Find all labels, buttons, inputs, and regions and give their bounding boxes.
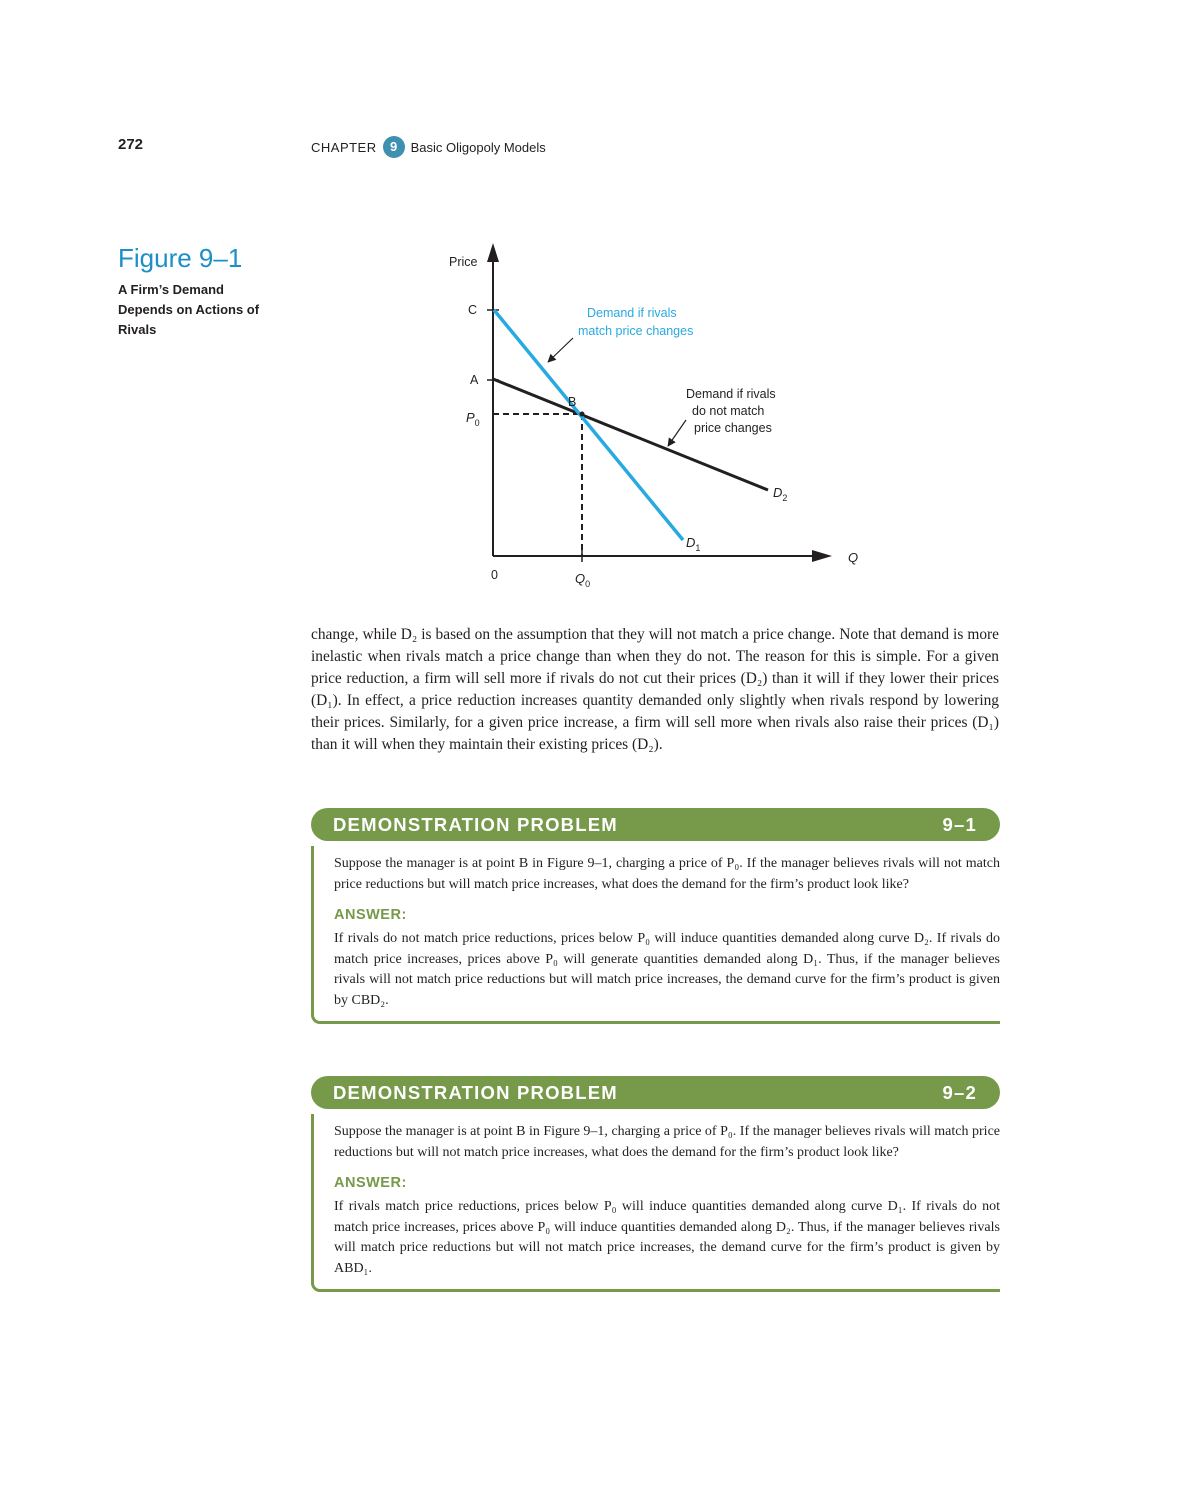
demo-answer: If rivals match price reductions, prices below P₀ will induce quantities demanded along curve D₁. If rivals do not match price increases, prices above P₀ will induce quantities demanded along D₂. Thus, if the manager believes rivals will match price reductions but will not match price increases, the demand curve for the firm’s product is given by ABD₁. <box>334 1199 1000 1276</box>
tick-label-p0: $P_0$ <box>466 410 480 428</box>
point-b-label: B <box>568 395 577 409</box>
figure-title: A Firm’s Demand Depends on Actions of Rivals <box>118 282 260 337</box>
demo-answer: If rivals do not match price reductions, prices below P₀ will induce quantities demanded along curve D₂. If rivals do match price increases, prices above P₀ will generate quantities demanded along D₁. Thus, if the manager believes rivals will not match price reductions but will match price increases, the demand curve for the firm’s product is given by CBD₂. <box>334 931 1000 1008</box>
d2-annotation: Demand if rivals do not match price changes <box>686 387 776 435</box>
tick-label-c: C <box>468 303 478 317</box>
answer-label: ANSWER: <box>334 1175 407 1191</box>
demo-title: DEMONSTRATION PROBLEM <box>333 813 618 835</box>
d1-annotation-arrow <box>548 338 573 362</box>
demo-question: Suppose the manager is at point B in Figure 9–1, charging a price of P₀. If the manager believes rivals will not match price reductions but will match price increases, what does the demand for the firm’s product look like? <box>334 856 1000 892</box>
body-paragraph: change, while D₂ is based on the assumption that they will not match a price change. Note that demand is more inelastic when rivals match a price change than when they do not. The reason for this is simple. For a given price reduction, a firm will sell more if rivals do not cut their prices (D₂) than it will if they lower their prices (D₁). In effect, a price reduction increases quantity demanded only slightly when rivals respond by lowering their prices. Similarly, for a given price increase, a firm will sell more when rivals also raise their prices (D₁) than it will when they maintain their existing prices (D₂). <box>311 626 999 753</box>
demo-number: 9–1 <box>942 813 977 835</box>
origin-label: 0 <box>491 568 498 582</box>
demo-question: Suppose the manager is at point B in Figure 9–1, charging a price of P₀. If the manager believes rivals will match price reductions but will not match price increases, what does the demand for the firm’s product look like? <box>334 1124 1000 1160</box>
tick-label-q0: $Q_0$ <box>575 571 591 589</box>
answer-label: ANSWER: <box>334 907 407 923</box>
demo-header-bar <box>311 808 1000 841</box>
y-axis-arrow-icon <box>487 243 499 262</box>
d2-annotation-arrow <box>668 420 686 446</box>
chapter-title: Basic Oligopoly Models <box>410 139 546 155</box>
chapter-word: CHAPTER <box>311 139 377 155</box>
figure-label: Figure 9–1 <box>118 243 243 273</box>
demand-curve-d1 <box>494 310 683 540</box>
chapter-number-badge: 9 <box>383 136 405 158</box>
d1-annotation: Demand if rivals match price changes <box>578 306 694 338</box>
demo-header-bar <box>311 1076 1000 1109</box>
demo-number: 9–2 <box>942 1081 977 1103</box>
series-label-d1: $D_1$ <box>686 535 701 553</box>
x-axis-arrow-icon <box>812 550 832 562</box>
series-label-d2: $D_2$ <box>773 485 788 503</box>
point-b-marker <box>580 412 585 417</box>
demo-title: DEMONSTRATION PROBLEM <box>333 1081 618 1103</box>
page-number: 272 <box>118 136 144 153</box>
x-axis-label: Q <box>848 550 859 565</box>
demonstration-problem-9-2 <box>311 1076 1000 1292</box>
demo-body <box>311 1114 1000 1292</box>
demo-body <box>311 846 1000 1024</box>
y-axis-label: Price <box>449 255 478 269</box>
demonstration-problem-9-1 <box>311 808 1000 1024</box>
tick-label-a: A <box>470 373 479 387</box>
demand-chart <box>0 0 1200 600</box>
